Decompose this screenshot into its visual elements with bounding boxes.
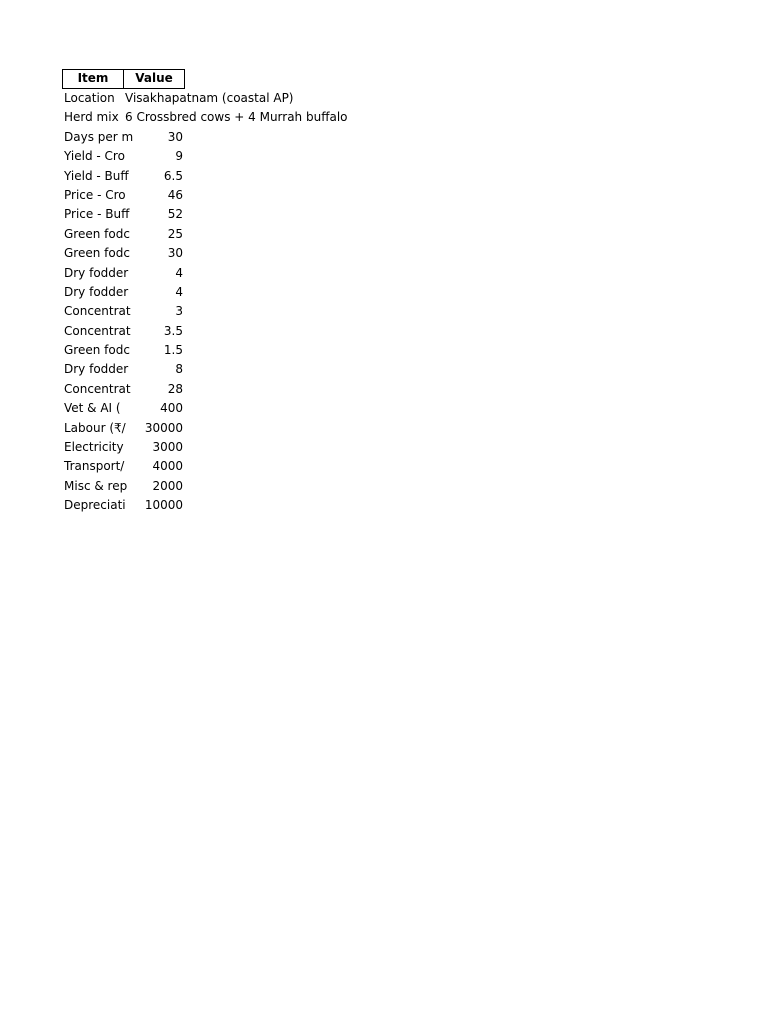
item-cell[interactable]: Concentrat bbox=[64, 323, 131, 338]
value-cell[interactable]: 4000 bbox=[152, 459, 183, 474]
value-cell[interactable]: 28 bbox=[167, 381, 183, 396]
item-cell[interactable]: Vet & AI ( bbox=[64, 401, 121, 416]
value-cell[interactable]: 25 bbox=[167, 226, 183, 241]
item-cell[interactable]: Transport/ bbox=[64, 459, 125, 474]
table-row bbox=[62, 89, 294, 108]
item-cell[interactable]: Dry fodder bbox=[64, 265, 129, 280]
table-row bbox=[62, 205, 185, 224]
header-value-cell[interactable]: Value bbox=[124, 69, 185, 89]
item-cell[interactable]: Yield - Buff bbox=[64, 168, 129, 183]
table-row bbox=[62, 186, 185, 205]
header-row bbox=[62, 69, 185, 89]
value-cell[interactable]: 46 bbox=[167, 187, 183, 202]
table-row bbox=[62, 477, 185, 496]
value-cell[interactable]: 8 bbox=[175, 362, 183, 377]
value-cell[interactable]: 400 bbox=[160, 401, 183, 416]
table-row bbox=[62, 167, 185, 186]
table-row bbox=[62, 128, 185, 147]
item-cell[interactable]: Concentrat bbox=[64, 381, 131, 396]
table-row bbox=[62, 283, 185, 302]
item-cell[interactable]: Misc & rep bbox=[64, 478, 128, 493]
table-row bbox=[62, 380, 185, 399]
table-row bbox=[62, 341, 185, 360]
value-cell[interactable]: 6.5 bbox=[163, 168, 183, 183]
table-row bbox=[62, 399, 185, 418]
value-cell[interactable]: 4 bbox=[175, 265, 183, 280]
spreadsheet-table bbox=[62, 69, 348, 516]
value-cell[interactable]: 2000 bbox=[152, 478, 183, 493]
value-cell[interactable]: 52 bbox=[167, 207, 183, 222]
item-cell[interactable]: Green fodc bbox=[64, 246, 130, 261]
table-row bbox=[62, 496, 185, 515]
value-cell[interactable]: 30 bbox=[167, 246, 183, 261]
value-cell[interactable]: 30 bbox=[167, 129, 183, 144]
item-cell[interactable]: Price - Cro bbox=[64, 187, 126, 202]
table-row bbox=[62, 419, 185, 438]
value-cell[interactable]: 1.5 bbox=[163, 343, 183, 358]
table-row bbox=[62, 147, 185, 166]
item-cell[interactable]: Yield - Cro bbox=[64, 149, 125, 164]
value-cell[interactable]: 3 bbox=[175, 304, 183, 319]
header-item-cell[interactable]: Item bbox=[62, 69, 124, 89]
table-row bbox=[62, 108, 348, 127]
value-cell[interactable]: 6 Crossbred cows + 4 Murrah buffalo bbox=[125, 110, 348, 125]
table-body bbox=[62, 89, 348, 516]
table-row bbox=[62, 360, 185, 379]
item-cell[interactable]: Concentrat bbox=[64, 304, 131, 319]
value-cell[interactable]: Visakhapatnam (coastal AP) bbox=[125, 91, 294, 105]
item-cell[interactable]: Location bbox=[64, 91, 115, 105]
table-row bbox=[62, 457, 185, 476]
table-row bbox=[62, 244, 185, 263]
value-cell[interactable]: 4 bbox=[175, 284, 183, 299]
item-cell[interactable]: Dry fodder bbox=[64, 362, 129, 377]
value-cell[interactable]: 10000 bbox=[144, 498, 183, 513]
item-cell[interactable]: Green fodc bbox=[64, 226, 130, 241]
item-cell[interactable]: Dry fodder bbox=[64, 284, 129, 299]
value-cell[interactable]: 30000 bbox=[144, 420, 183, 435]
item-cell[interactable]: Green fodc bbox=[64, 343, 130, 358]
item-cell[interactable]: Electricity bbox=[64, 440, 124, 455]
item-cell[interactable]: Days per m bbox=[64, 129, 134, 144]
table-row bbox=[62, 302, 185, 321]
table-row bbox=[62, 225, 185, 244]
table-row bbox=[62, 264, 185, 283]
table-row bbox=[62, 438, 185, 457]
value-cell[interactable]: 3000 bbox=[152, 440, 183, 455]
value-cell[interactable]: 3.5 bbox=[163, 323, 183, 338]
value-cell[interactable]: 9 bbox=[175, 149, 183, 164]
item-cell[interactable]: Price - Buff bbox=[64, 207, 130, 222]
item-cell[interactable]: Labour (₹/ bbox=[64, 420, 126, 435]
item-cell[interactable]: Depreciati bbox=[64, 498, 126, 513]
item-cell[interactable]: Herd mix bbox=[64, 110, 119, 125]
table-row bbox=[62, 322, 185, 341]
